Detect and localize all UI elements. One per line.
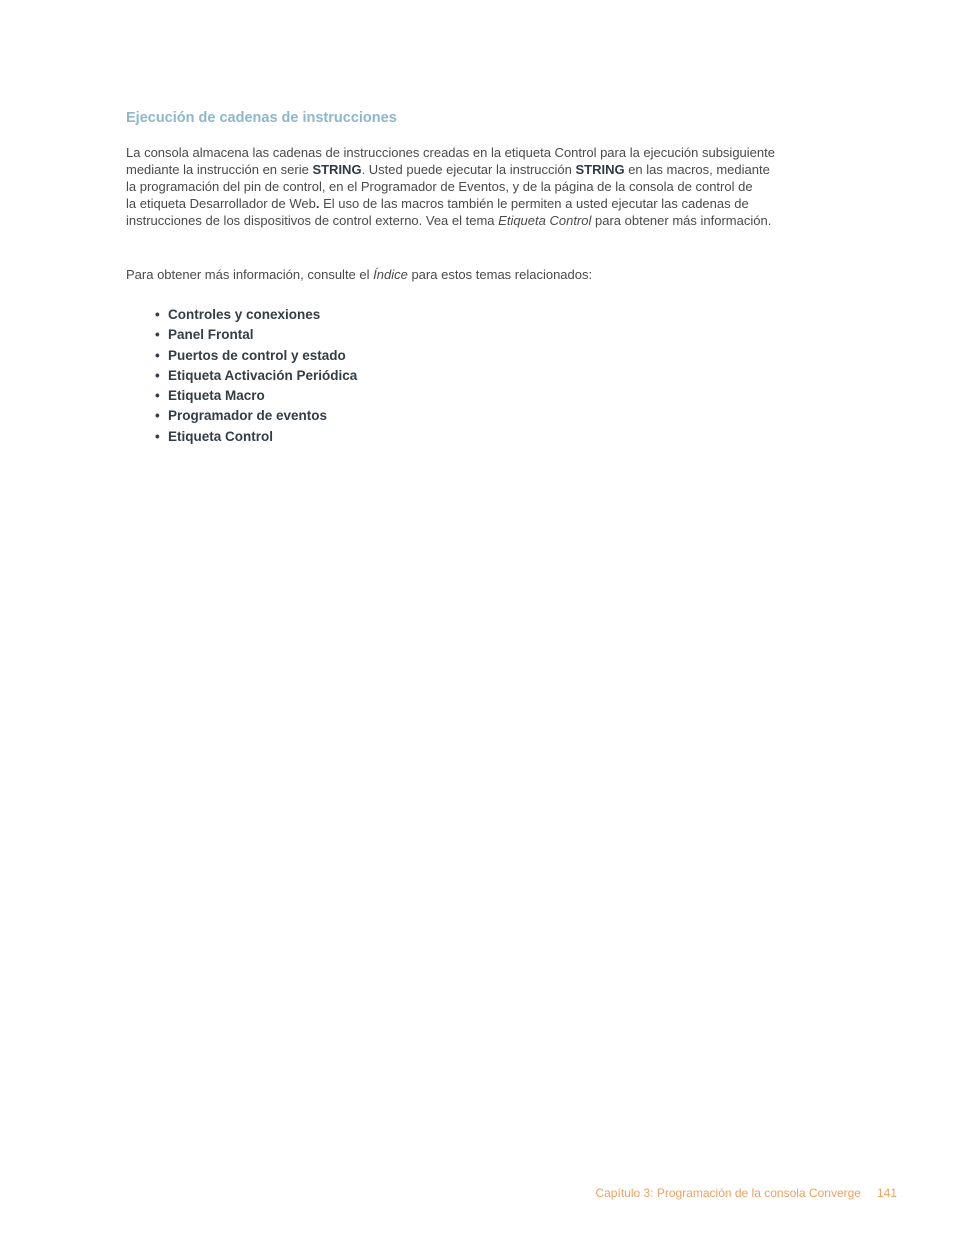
bullet-icon: •: [155, 367, 160, 383]
topic-label: Programador de eventos: [168, 408, 328, 424]
page-number: 141: [876, 1186, 897, 1200]
chapter-title: Capítulo 3: Programación de la consola Converge: [595, 1186, 861, 1200]
paragraph-text: mediante la instrucción en serie: [126, 162, 313, 177]
paragraph-text: en las macros, mediante: [624, 162, 770, 177]
topic-label: Etiqueta Macro: [168, 388, 265, 404]
page-footer: [595, 1186, 897, 1200]
list-item: [155, 346, 357, 366]
paragraph-line-1: [126, 144, 826, 161]
bold-period: .: [315, 196, 320, 211]
string-keyword: STRING: [312, 162, 362, 177]
bullet-icon: •: [155, 327, 160, 343]
paragraph-line-3: [126, 178, 826, 195]
list-item: [155, 305, 357, 325]
related-topics-list: [155, 305, 357, 447]
section-heading: Ejecución de cadenas de instrucciones: [126, 110, 397, 126]
topic-label: Panel Frontal: [168, 327, 254, 343]
list-item: [155, 366, 357, 386]
bullet-icon: •: [155, 388, 160, 404]
intro-text: Para obtener más información, consulte el: [126, 267, 374, 282]
related-topics-intro: [126, 266, 592, 283]
paragraph-line-5: [126, 212, 826, 229]
topic-reference: Etiqueta Control: [498, 213, 592, 228]
paragraph-text: para obtener más información.: [591, 213, 772, 228]
bullet-icon: •: [155, 408, 160, 424]
topic-label: Etiqueta Control: [168, 428, 273, 444]
topic-label: Etiqueta Activación Periódica: [168, 367, 358, 383]
paragraph-text: . Usted puede ejecutar la instrucción: [361, 162, 576, 177]
index-reference: Índice: [373, 267, 408, 282]
body-paragraph: [126, 144, 826, 229]
paragraph-line-2: [126, 161, 826, 178]
paragraph-line-4: [126, 195, 826, 212]
string-keyword: STRING: [575, 162, 625, 177]
list-item: [155, 325, 357, 345]
paragraph-text: la programación del pin de control, en el Programador de Eventos, y de la página de la consola de control de: [126, 179, 753, 194]
list-item: [155, 386, 357, 406]
topic-label: Puertos de control y estado: [168, 347, 346, 363]
bullet-icon: •: [155, 347, 160, 363]
list-item: [155, 406, 357, 426]
topic-label: Controles y conexiones: [168, 307, 321, 322]
paragraph-text: la etiqueta Desarrollador de Web: [126, 196, 316, 211]
paragraph-text: instrucciones de los dispositivos de control externo. Vea el tema: [126, 213, 499, 228]
bullet-icon: •: [155, 307, 160, 322]
paragraph-text: El uso de las macros también le permiten a usted ejecutar las cadenas de: [319, 196, 749, 211]
intro-text: para estos temas relacionados:: [407, 267, 593, 282]
list-item: [155, 427, 357, 447]
bullet-icon: •: [155, 428, 160, 444]
paragraph-text: La consola almacena las cadenas de instrucciones creadas en la etiqueta Control para la ejecución subsiguiente: [126, 145, 775, 160]
